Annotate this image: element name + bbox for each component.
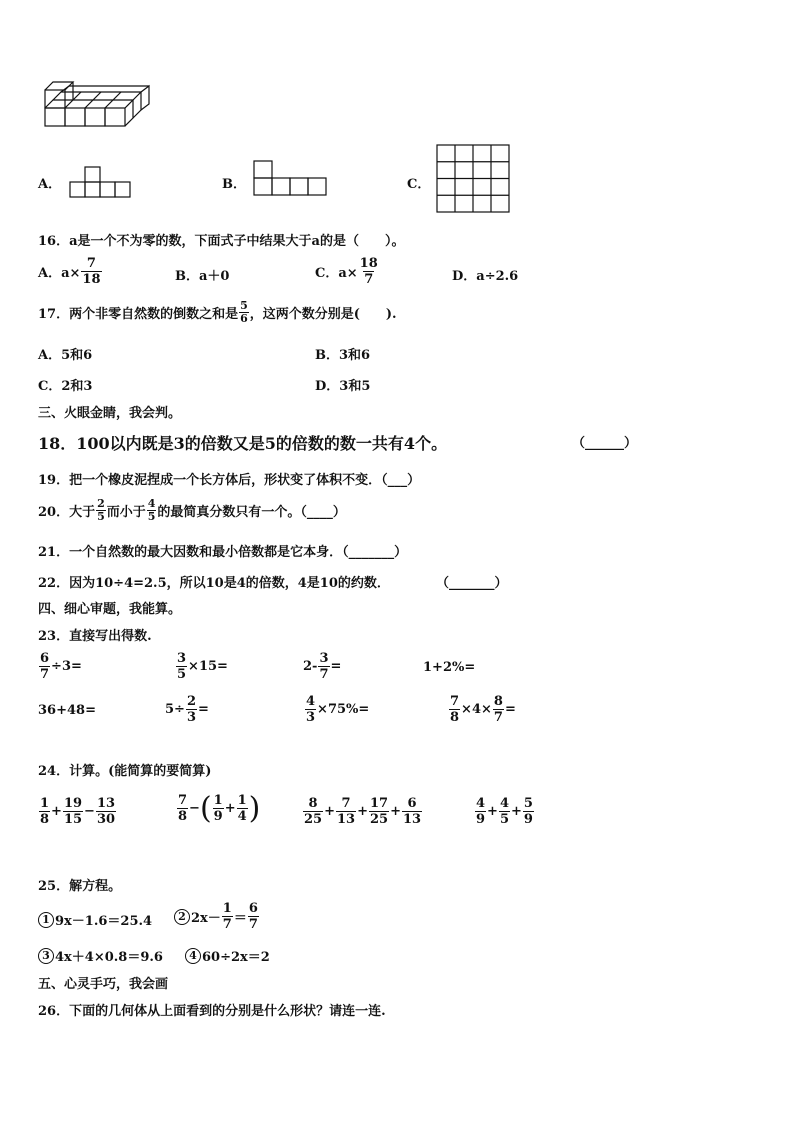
option-c-label: C． [407, 177, 431, 192]
fraction: $\frac{2}{3}$ [186, 694, 196, 725]
q23-item [175, 651, 228, 682]
q23-text: = [198, 702, 209, 717]
fraction: $\frac{7}{18}$ [82, 256, 101, 287]
q22-answer-blank[interactable]: （_______） [436, 576, 508, 591]
q20-part-b: 而小于 [106, 505, 146, 520]
q25-equation-1 [38, 910, 152, 929]
q23-item [304, 694, 369, 725]
q17-stem-a: 17．两个非零自然数的倒数之和是 [38, 307, 239, 322]
circled-number: 2 [174, 909, 190, 925]
q21-text: 21．一个自然数的最大因数和最小倍数都是它本身．（_______） [38, 545, 408, 560]
fraction: $\frac{7}{8}$ [450, 694, 460, 725]
option-c-grid [436, 144, 512, 214]
q25-stem: 25．解方程。 [38, 879, 122, 894]
q23-text: ×4× [461, 702, 492, 717]
q16-stem: 16．a是一个不为零的数，下面式子中结果大于a的是（ ）。 [38, 234, 405, 249]
q16-c-label: C．a× [315, 266, 358, 281]
fraction: $\frac{8}{7}$ [493, 694, 503, 725]
q24-expr-2: $\frac{7}{8}$ − ( $\frac{1}{9}$ + $\frac{1}{4}$ ) [178, 790, 261, 826]
equation-text: ＝ [233, 911, 247, 926]
q23-item [38, 651, 82, 682]
option-b-shape [253, 160, 329, 198]
circled-number: 3 [38, 948, 54, 964]
q23-item [303, 651, 341, 682]
fraction: $\frac{6}{7}$ [40, 651, 50, 682]
q20-text [38, 498, 346, 523]
q23-item [448, 694, 516, 725]
cube-figure [40, 78, 152, 130]
q23-text: ×75%= [317, 702, 370, 717]
q26-text: 26．下面的几何体从上面看到的分别是什么形状？请连一连. [38, 1004, 386, 1019]
q16-a-label: A．a× [38, 266, 81, 281]
fraction: $\frac{2}{5}$ [97, 497, 105, 523]
q22-text: 22．因为10÷4=2.5，所以10是4的倍数，4是10的约数． [38, 576, 390, 591]
q20-part-a: 20．大于 [38, 505, 96, 520]
fraction: $\frac{3}{7}$ [319, 651, 329, 682]
fraction: $\frac{18}{7}$ [359, 256, 378, 287]
section-3-heading: 三、火眼金睛，我会判。 [38, 406, 182, 421]
q23-text: = [504, 702, 516, 717]
option-b-label: B． [222, 177, 246, 192]
q16-option-b: B．a＋0 [175, 269, 230, 284]
q23-text: ×15= [188, 659, 228, 674]
q24-expr-1: $\frac{1}{8}$ + $\frac{19}{15}$ − $\frac{13}{30}$ [40, 796, 116, 827]
section-5-heading: 五、心灵手巧，我会画 [38, 977, 169, 992]
q23-text: 5÷ [165, 702, 185, 717]
q23-stem: 23．直接写出得数. [38, 629, 152, 644]
option-a-label: A． [38, 177, 62, 192]
q24-expr-3: $\frac{8}{25}$ + $\frac{7}{13}$ + $\frac{17}{25}$ + $\frac{6}{13}$ [304, 796, 422, 827]
section-4-heading: 四、细心审题，我能算。 [38, 602, 182, 617]
q25-equation-2: 2 2x－ $\frac{1}{7}$ ＝ $\frac{6}{7}$ [174, 901, 260, 932]
option-a-shape [69, 164, 133, 200]
fraction: $\frac{4}{3}$ [306, 694, 316, 725]
q17-stem-b: ，这两个数分别是( ). [249, 307, 397, 322]
q23-item: 1+2%= [423, 660, 476, 675]
equation-text: 60÷2x＝2 [202, 950, 270, 965]
q17-stem [38, 300, 397, 325]
q19-text: 19．把一个橡皮泥捏成一个长方体后，形状变了体积不变．（___） [38, 473, 421, 488]
equation-text: 4x＋4×0.8＝9.6 [55, 950, 163, 965]
q18-line: 18．100以内既是3的倍数又是5的倍数的数一共有4个。 [38, 434, 448, 453]
q17-option-d: D．3和5 [315, 379, 371, 394]
q25-equation-4 [185, 946, 270, 965]
q17-option-b: B．3和6 [315, 348, 371, 363]
q23-item [165, 694, 209, 725]
q18-text [38, 431, 447, 454]
q23-text: ÷3= [51, 659, 82, 674]
fraction: $\frac{3}{5}$ [177, 651, 187, 682]
q17-option-a: A．5和6 [38, 348, 93, 363]
q18-answer-blank[interactable]: （______） [572, 436, 638, 451]
fraction: $\frac{5}{6}$ [240, 299, 248, 325]
q24-stem: 24．计算。(能简算的要简算) [38, 764, 212, 779]
circled-number: 1 [38, 912, 54, 928]
q24-expr-4: $\frac{4}{9}$ + $\frac{4}{5}$ + $\frac{5}{9}$ [476, 796, 533, 827]
q16-option-c [315, 256, 380, 287]
circled-number: 4 [185, 948, 201, 964]
q20-part-c: 的最简真分数只有一个。（____） [157, 505, 346, 520]
q16-option-a [38, 256, 103, 287]
q23-item: 36+48= [38, 703, 96, 718]
q23-text: 2- [303, 659, 318, 674]
q25-equation-3 [38, 946, 163, 965]
fraction: $\frac{4}{5}$ [147, 497, 156, 523]
q17-option-c: C．2和3 [38, 379, 93, 394]
q16-option-d: D．a÷2.6 [452, 269, 519, 284]
equation-text: 2x－ [191, 911, 221, 926]
equation-text: 9x－1.6＝25.4 [55, 914, 153, 929]
q23-text: = [330, 659, 342, 674]
